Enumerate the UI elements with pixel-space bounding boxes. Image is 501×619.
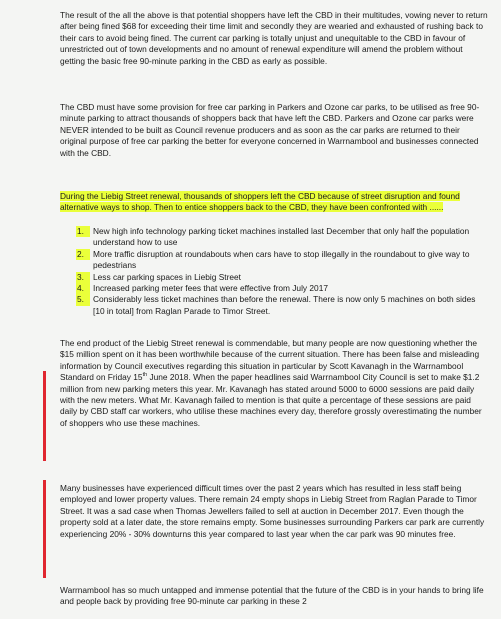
paragraph-text: Warrnambool has so much untapped and immense potential that the future of the CBD is in your hands to bring life and people back by providing free 90-minute car parking in these 2 [60, 585, 484, 607]
paragraph-text: The result of the all the above is that potential shoppers have left the CBD in their multitudes, vowing never to return after being fined $68 for exceeding their time limit and secondly they are wearied and exhausted of rushing back to their cars to avoid being fined. The current car parking is totally unjust and unequitable to the CBD in favour of unrestricted out of town developments and no amount of renewal expenditure will amend the problem without getting the basic free 90-minute parking in the CBD as early as possible. [60, 10, 488, 66]
list-number: 5. [76, 294, 90, 305]
paragraph-free-parking [60, 102, 488, 159]
list-number: 4. [76, 283, 90, 294]
paragraph-intro [60, 10, 488, 67]
paragraph-text: The CBD must have some provision for free car parking in Parkers and Ozone car parks, to be utilised as free 90-minute parking to attract thousands of shoppers back that have left the CBD. Parkers and Ozone car parks were NEVER intended to be built as Council revenue producers and as soon as the car parks are returned to their original purpose of free car parking the better for everyone concerned in Warrnambool and businesses connected with the CBD. [60, 102, 480, 158]
list-item-text: More traffic disruption at roundabouts when cars have to stop illegally in the roundabout to give way to pedestrians [93, 248, 470, 271]
list-item [76, 272, 488, 283]
list-number: 1. [76, 226, 90, 237]
paragraph-conclusion [60, 585, 488, 608]
list-number: 2. [76, 249, 90, 260]
paragraph-renewal-highlighted [60, 191, 488, 214]
list-item-text: Less car parking spaces in Liebig Street [93, 271, 241, 282]
list-item-text: New high info technology parking ticket machines installed last December that only half the population understand how to use [93, 226, 470, 248]
list-item [76, 294, 488, 317]
list-item [76, 283, 488, 294]
paragraph-text: The end product of the Liebig Street renewal is commendable, but many people are now questioning whether the $15 million spent on it has been worthwhile because of the current situation. There has been false and misleading information by Council executives regarding this situation in particular by Scott Kavanagh in the Warrnambool Standard on Friday 15 [60, 338, 480, 383]
list-item [76, 226, 488, 249]
list-item [76, 249, 488, 272]
list-number: 3. [76, 272, 90, 283]
paragraph-businesses [60, 483, 488, 540]
superscript-text: th [142, 372, 148, 379]
paragraph-text: Many businesses have experienced difficult times over the past 2 years which has resulted in less staff being employed and lower property values. There remain 24 empty shops in Liebig Street from Raglan Parade to Timor Street. It was a sad case when Thomas Jewellers failed to sell at auction in December 2017. Even though the property sold at a later date, the store remains empty. Some businesses surrounding Parkers car park are currently experiencing 20% - 30% downturns this year compared to last year when the car park was 90 minutes free. [60, 483, 485, 539]
list-item-text: Increased parking meter fees that were effective from July 2017 [93, 283, 328, 294]
renewal-issues-list [76, 226, 488, 317]
highlighted-text: During the Liebig Street renewal, thousands of shoppers left the CBD because of street disruption and found alternative ways to shop. Then to entice shoppers back to the CBD, they have been confronted with ...... [60, 191, 460, 213]
margin-marker-bar [43, 371, 46, 461]
margin-marker-bar [43, 480, 46, 578]
paragraph-text: June 2018. When the paper headlines said Warrnambool City Council is set to make $1.2 million from new parking meters this year. Mr. Kavanagh has stated around 5000 to 6000 sessions are paid daily with the new meters. What Mr. Kavanagh failed to mention is that quite a percentage of these sessions are paid daily by CBD staff car workers, who utilise these machines every day, therefore grossly overestimating the number of shoppers who use these machines. [60, 372, 482, 428]
list-item-text: Considerably less ticket machines than before the renewal. There is now only 5 machines on both sides [10 in total] from Raglan Parade to Timor Street. [93, 294, 476, 316]
paragraph-liebig-renewal [60, 338, 488, 429]
